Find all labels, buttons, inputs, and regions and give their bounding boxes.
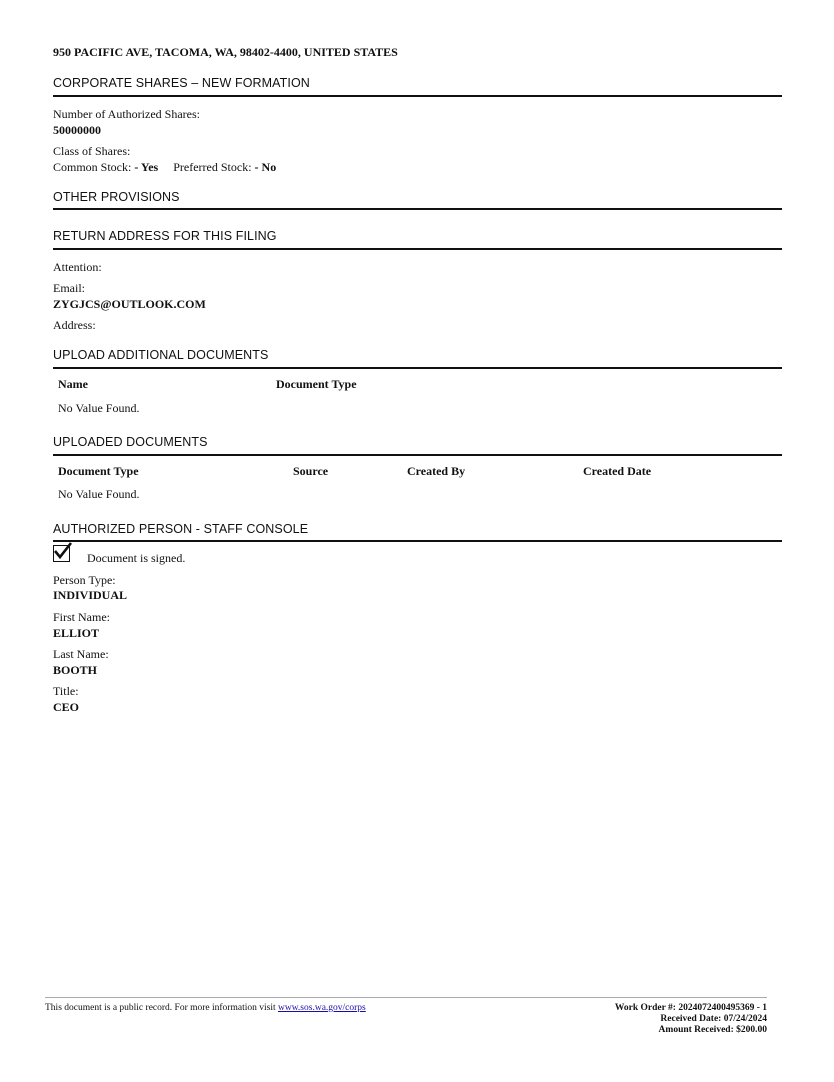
header-address: 950 PACIFIC AVE, TACOMA, WA, 98402-4400, UNITED STATES bbox=[53, 45, 398, 59]
common-stock-label: Common Stock: bbox=[53, 160, 132, 174]
section-divider bbox=[53, 367, 782, 369]
stock-classes-line bbox=[53, 160, 276, 175]
column-header-name: Name bbox=[58, 377, 88, 391]
preferred-stock-label: Preferred Stock: bbox=[173, 160, 252, 174]
last-name-label: Last Name: bbox=[53, 647, 109, 661]
common-stock-value: - Yes bbox=[134, 160, 159, 174]
email-label: Email: bbox=[53, 281, 85, 295]
title-value: CEO bbox=[53, 700, 80, 714]
section-divider bbox=[53, 208, 782, 210]
section-title-corporate-shares: CORPORATE SHARES – NEW FORMATION bbox=[53, 76, 310, 90]
column-header-created-date: Created Date bbox=[583, 464, 652, 478]
title-label: Title: bbox=[53, 684, 79, 698]
public-record-text: This document is a public record. For more information visit bbox=[45, 1003, 276, 1013]
work-order-number: Work Order #: 2024072400495369 - 1 bbox=[614, 1003, 767, 1013]
first-name-value: ELLIOT bbox=[53, 626, 100, 640]
received-date: Received Date: 07/24/2024 bbox=[660, 1014, 767, 1024]
section-title-upload-additional: UPLOAD ADDITIONAL DOCUMENTS bbox=[53, 348, 269, 362]
section-title-authorized-person: AUTHORIZED PERSON - STAFF CONSOLE bbox=[53, 522, 309, 536]
section-title-uploaded-documents: UPLOADED DOCUMENTS bbox=[53, 435, 208, 449]
column-header-document-type: Document Type bbox=[58, 464, 139, 478]
first-name-label: First Name: bbox=[53, 610, 110, 624]
preferred-stock-value: - No bbox=[254, 160, 277, 174]
class-of-shares-label: Class of Shares: bbox=[53, 144, 131, 158]
person-type-label: Person Type: bbox=[53, 573, 116, 587]
column-header-source: Source bbox=[293, 464, 329, 478]
section-title-other-provisions: OTHER PROVISIONS bbox=[53, 190, 180, 204]
section-divider bbox=[53, 540, 782, 542]
checkmark-icon bbox=[53, 542, 73, 560]
empty-table-message: No Value Found. bbox=[58, 401, 140, 415]
signed-text: Document is signed. bbox=[87, 551, 186, 565]
attention-label: Attention: bbox=[53, 260, 102, 274]
signed-checkbox bbox=[53, 545, 70, 562]
last-name-value: BOOTH bbox=[53, 663, 98, 677]
section-divider bbox=[53, 454, 782, 456]
column-header-created-by: Created By bbox=[407, 464, 466, 478]
footer-divider bbox=[45, 997, 767, 998]
footer-work-order-block bbox=[615, 1003, 767, 1036]
footer-public-record bbox=[45, 1003, 366, 1013]
column-header-document-type: Document Type bbox=[276, 377, 357, 391]
person-type-value: INDIVIDUAL bbox=[53, 588, 128, 602]
section-divider bbox=[53, 95, 782, 97]
empty-table-message: No Value Found. bbox=[58, 487, 140, 501]
sos-corps-link[interactable]: www.sos.wa.gov/corps bbox=[277, 1003, 366, 1013]
section-title-return-address: RETURN ADDRESS FOR THIS FILING bbox=[53, 229, 277, 243]
authorized-shares-label: Number of Authorized Shares: bbox=[53, 107, 200, 121]
section-divider bbox=[53, 248, 782, 250]
address-label: Address: bbox=[53, 318, 96, 332]
email-value: ZYGJCS@OUTLOOK.COM bbox=[53, 297, 206, 311]
amount-received: Amount Received: $200.00 bbox=[658, 1025, 767, 1035]
authorized-shares-value: 50000000 bbox=[53, 123, 101, 137]
